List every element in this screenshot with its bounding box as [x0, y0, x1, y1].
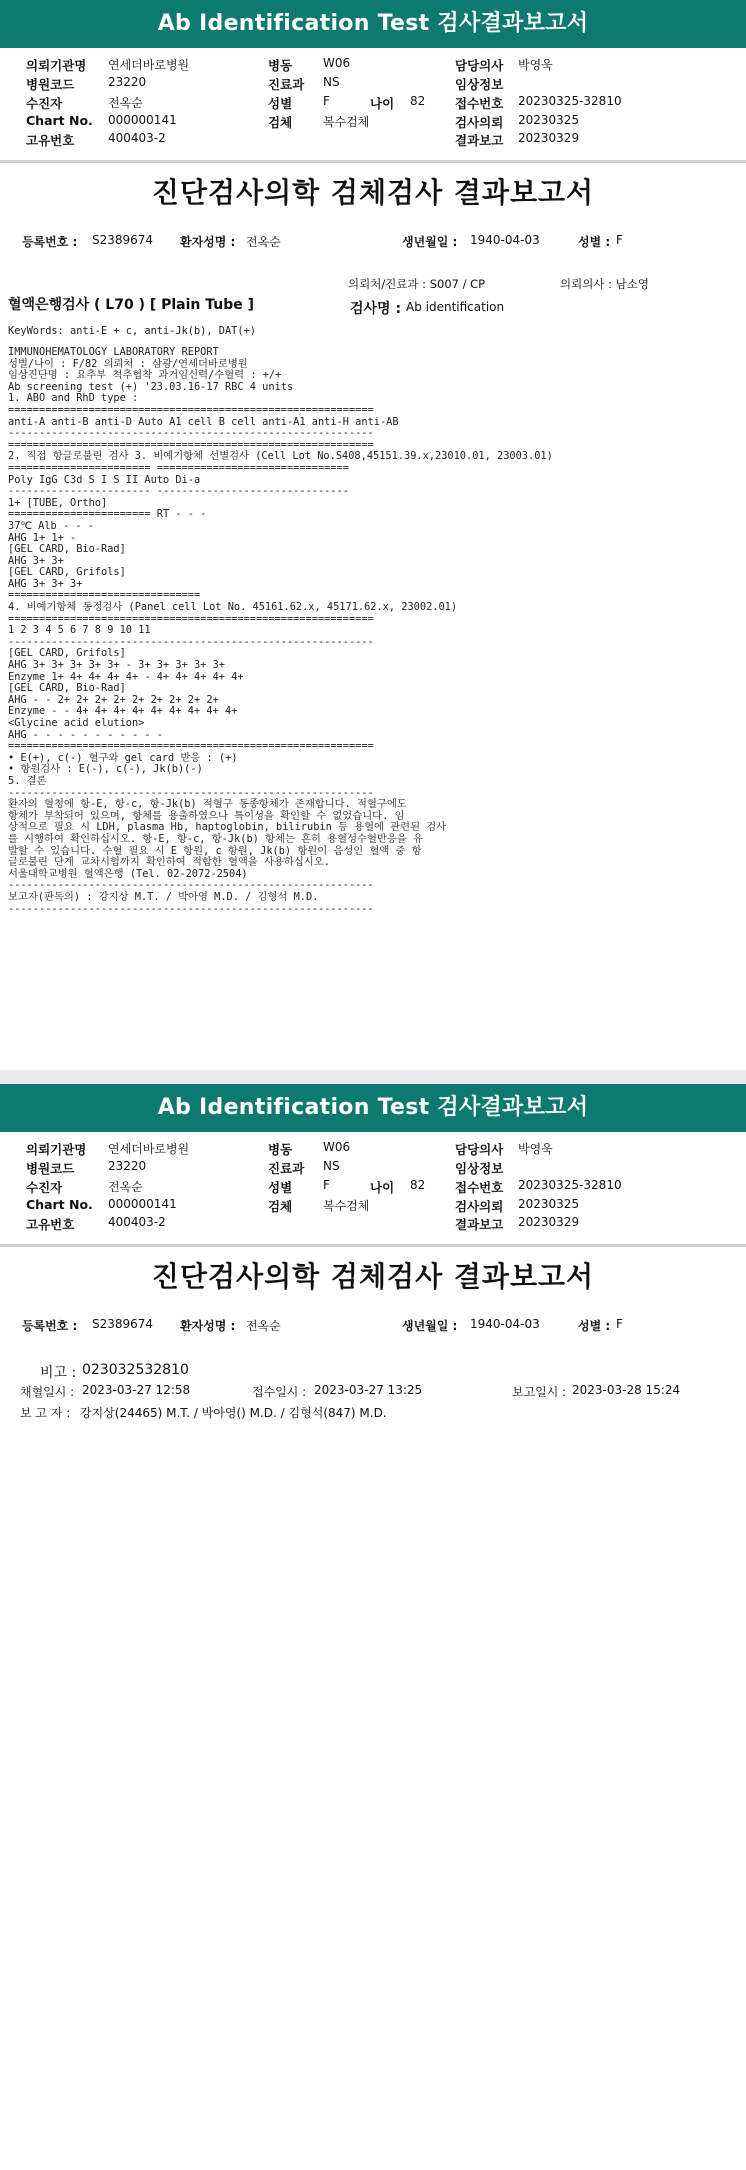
report-line: AHG - - 2+ 2+ 2+ 2+ 2+ 2+ 2+ 2+ 2+	[8, 693, 219, 706]
specimen-value: 복수검체	[323, 115, 370, 129]
age-label: 나이	[370, 96, 395, 111]
dob-label: 생년월일 :	[402, 1319, 458, 1333]
patient-line	[0, 219, 746, 263]
patient-name-value: 전옥순	[246, 1319, 281, 1333]
unique-no-value: 400403-2	[108, 1215, 166, 1229]
report-line: 임상진단명 : 요추부 척추협착 과거임신력/수혈력 : +/+	[8, 369, 282, 382]
receipt-no-value: 20230325-32810	[518, 94, 622, 108]
requester-value: 연세더바로병원	[108, 58, 190, 72]
patient-info-grid	[0, 1132, 746, 1244]
report-line: AHG 3+ 3+	[8, 554, 64, 567]
sex-label-2: 성별 :	[578, 235, 611, 249]
result-date-label: 결과보고	[455, 133, 504, 148]
collect-time-label: 채혈일시 :	[20, 1385, 75, 1399]
report-line: ===========================================================	[8, 438, 374, 451]
ward-value: W06	[323, 1140, 351, 1154]
receipt-time-value: 2023-03-27 13:25	[314, 1383, 423, 1397]
report-line: AHG 1+ 1+ -	[8, 531, 77, 544]
report-line: 보고자(판독의) : 강지상 M.T. / 박아영 M.D. / 김형석 M.D.	[8, 890, 319, 903]
report-line: 를 시행하여 확인하십시오. 항-E, 항-c, 항-Jk(b) 항체는 흔히 용혈성수혈반응을 유	[8, 832, 423, 845]
age-value: 82	[410, 1178, 426, 1192]
remark-label: 비고 :	[40, 1365, 77, 1381]
receipt-no-label: 접수번호	[455, 96, 504, 111]
request-date-value: 20230325	[518, 1197, 580, 1211]
report-line: 글로불린 단계 교차시험까지 확인하여 적합한 혈액을 사용하십시오.	[8, 856, 330, 869]
report-line: <Glycine acid elution>	[8, 717, 145, 729]
report-line: AHG 3+ 3+ 3+	[8, 577, 83, 590]
department-label: 진료과	[268, 1161, 305, 1176]
dob-value: 1940-04-03	[470, 1317, 540, 1331]
hospital-code-value: 23220	[108, 1159, 147, 1173]
section-title: 혈액은행검사 ( L70 ) [ Plain Tube ]	[8, 297, 255, 313]
report-line: 4. 비예기항체 동정검사 (Panel cell Lot No. 45161.62.x, 45171.62.x, 23002.01)	[8, 601, 458, 614]
age-value: 82	[410, 94, 426, 108]
receipt-no-label: 접수번호	[455, 1180, 504, 1195]
report-line: 상적으로 필요 시 LDH, plasma Hb, haptoglobin, bilirubin 등 용혈에 관련된 검사	[8, 821, 447, 834]
report-line: 성별/나이 : F/82 의뢰처 : 삼광/연세더바로병원	[8, 357, 248, 370]
receipt-time-label: 접수일시 :	[252, 1385, 307, 1399]
lab-report-body	[8, 347, 553, 915]
doctor-value: 박영욱	[518, 1142, 553, 1156]
report-line: 1 2 3 4 5 6 7 8 9 10 11	[8, 624, 151, 637]
specimen-value: 복수검체	[323, 1199, 370, 1213]
reg-no-label: 등록번호 :	[22, 1319, 78, 1333]
request-date-value: 20230325	[518, 113, 580, 127]
result-date-value: 20230329	[518, 1215, 580, 1229]
referring-doctor: 의뢰의사 : 남소영	[560, 277, 649, 291]
sex-value: F	[323, 94, 330, 108]
ward-label: 병동	[268, 1142, 293, 1157]
clinical-info-label: 임상정보	[455, 1161, 504, 1176]
report-line: ===========================================================	[8, 403, 374, 416]
report-time-label: 보고일시 :	[512, 1385, 567, 1399]
report-line: [GEL CARD, Bio-Rad]	[8, 543, 126, 556]
sex-value-2: F	[616, 233, 623, 247]
receipt-no-value: 20230325-32810	[518, 1178, 622, 1192]
chart-no-label: Chart No.	[26, 1197, 93, 1212]
report-line: ======================= ===============================	[8, 461, 349, 474]
chart-no-value: 000000141	[108, 1197, 177, 1211]
report-line: • 항원검사 : E(-), c(-), Jk(b)(-)	[8, 763, 203, 776]
report-line: 항체가 부착되어 있으며, 항체를 용출하였으나 특이성을 확인할 수 없었습니다. 임	[8, 809, 405, 822]
report-line: [GEL CARD, Grifols]	[8, 647, 126, 660]
report-line: Enzyme - - 4+ 4+ 4+ 4+ 4+ 4+ 4+ 4+ 4+	[8, 705, 238, 718]
collect-time-value: 2023-03-27 12:58	[82, 1383, 191, 1397]
dob-label: 생년월일 :	[402, 235, 458, 249]
doctor-label: 담당의사	[455, 1142, 504, 1157]
hospital-code-label: 병원코드	[26, 77, 75, 92]
department-value: NS	[323, 75, 340, 89]
request-date-label: 검사의뢰	[455, 115, 504, 130]
patient-info-grid	[0, 48, 746, 160]
report-line: 5. 결론	[8, 774, 47, 787]
report-line: Poly IgG C3d S I S II Auto Di-a	[8, 473, 201, 486]
report-line: Ab screening test (+) '23.03.16-17 RBC 4 units	[8, 380, 294, 393]
patient-name-value: 전옥순	[246, 235, 281, 249]
report-line: -----------------------------------------------------------	[8, 786, 374, 799]
report-line: 발할 수 있습니다. 수혈 필요 시 E 항원, c 항원, Jk(b) 항원이 음성인 혈액 중 항	[8, 844, 422, 857]
report-line: AHG - - - - - - - - - - -	[8, 728, 163, 741]
sex-label-2: 성별 :	[578, 1319, 611, 1333]
patient-line	[0, 1303, 746, 1347]
report-line: 1. ABO and RhD type :	[8, 392, 139, 405]
exam-value: Ab identification	[406, 300, 505, 314]
reporter-label: 보 고 자 :	[20, 1406, 71, 1420]
department-label: 진료과	[268, 77, 305, 92]
report-line: 1+ [TUBE, Ortho]	[8, 496, 108, 509]
report-line: 2. 직접 항글로불린 검사 3. 비예기항체 선별검사 (Cell Lot No.S408,45151.39.x,23010.01, 23003.01)	[8, 450, 553, 463]
report-line: anti-A anti-B anti-D Auto A1 cell B cell anti-A1 anti-H anti-AB	[8, 415, 399, 428]
requester-label: 의뢰기관명	[26, 58, 87, 73]
report-line: ===========================================================	[8, 740, 374, 753]
sex-value-2: F	[616, 1317, 623, 1331]
chart-no-label: Chart No.	[26, 113, 93, 128]
doctor-value: 박영욱	[518, 58, 553, 72]
hospital-code-value: 23220	[108, 75, 147, 89]
report-line: -----------------------------------------------------------	[8, 902, 374, 915]
collector-value: 전옥순	[108, 1180, 143, 1194]
patient-name-label: 환자성명 :	[180, 1319, 236, 1333]
collector-value: 전옥순	[108, 96, 143, 110]
exam-label: 검사명 :	[350, 301, 402, 317]
report-line: -----------------------------------------------------------	[8, 879, 374, 892]
report-line: 환자의 혈청에 항-E, 항-c, 항-Jk(b) 적혈구 동종항체가 존재합니다. 적혈구에도	[8, 798, 407, 811]
report-line: 37℃ Alb - - -	[8, 519, 94, 532]
specimen-label: 검체	[268, 1199, 293, 1214]
report-line: Enzyme 1+ 4+ 4+ 4+ 4+ - 4+ 4+ 4+ 4+ 4+	[8, 670, 244, 683]
sex-label: 성별	[268, 1180, 293, 1195]
reg-no-value: S2389674	[92, 233, 154, 247]
ward-value: W06	[323, 56, 351, 70]
report-line: ======================= RT - - -	[8, 508, 207, 521]
unique-no-label: 고유번호	[26, 133, 75, 148]
report-main-title: 진단검사의학 검체검사 결과보고서	[151, 1260, 595, 1293]
reg-no-label: 등록번호 :	[22, 235, 78, 249]
chart-no-value: 000000141	[108, 113, 177, 127]
result-date-label: 결과보고	[455, 1217, 504, 1232]
result-date-value: 20230329	[518, 131, 580, 145]
age-label: 나이	[370, 1180, 395, 1195]
referrer-dept: 의뢰처/진료과 : S007 / CP	[348, 277, 486, 291]
banner-title: Ab Identification Test 검사결과보고서	[0, 0, 746, 48]
report-line: [GEL CARD, Bio-Rad]	[8, 682, 126, 695]
report-page-1	[0, 0, 746, 1070]
department-value: NS	[323, 1159, 340, 1173]
hospital-code-label: 병원코드	[26, 1161, 75, 1176]
report-line: ----------------------- -------------------------------	[8, 485, 349, 498]
collector-label: 수진자	[26, 96, 63, 111]
report-line: AHG 3+ 3+ 3+ 3+ 3+ - 3+ 3+ 3+ 3+ 3+	[8, 659, 225, 672]
report-line: 서울대학교병원 혈액은행 (Tel. 02-2072-2504)	[8, 867, 248, 880]
banner-title: Ab Identification Test 검사결과보고서	[0, 1084, 746, 1132]
unique-no-value: 400403-2	[108, 131, 166, 145]
patient-name-label: 환자성명 :	[180, 235, 236, 249]
doctor-label: 담당의사	[455, 58, 504, 73]
requester-label: 의뢰기관명	[26, 1142, 87, 1157]
report-line: -----------------------------------------------------------	[8, 635, 374, 648]
request-date-label: 검사의뢰	[455, 1199, 504, 1214]
report-line: • E(+), c(-) 혈구와 gel card 반응 : (+)	[8, 751, 238, 764]
unique-no-label: 고유번호	[26, 1217, 75, 1232]
requester-value: 연세더바로병원	[108, 1142, 190, 1156]
keywords: KeyWords: anti-E + c, anti-Jk(b), DAT(+)	[8, 325, 256, 337]
ward-label: 병동	[268, 58, 293, 73]
report-line: ===============================	[8, 589, 201, 602]
collector-label: 수진자	[26, 1180, 63, 1195]
report-line: [GEL CARD, Grifols]	[8, 566, 126, 579]
sex-value: F	[323, 1178, 330, 1192]
specimen-label: 검체	[268, 115, 293, 130]
reg-no-value: S2389674	[92, 1317, 154, 1331]
sex-label: 성별	[268, 96, 293, 111]
report-page-2	[0, 1084, 746, 2170]
remark-value: 023032532810	[82, 1362, 189, 1378]
report-line: IMMUNOHEMATOLOGY LABORATORY REPORT	[8, 346, 219, 358]
report-time-value: 2023-03-28 15:24	[572, 1383, 681, 1397]
clinical-info-label: 임상정보	[455, 77, 504, 92]
dob-value: 1940-04-03	[470, 233, 540, 247]
report-main-title: 진단검사의학 검체검사 결과보고서	[151, 176, 595, 209]
reporter-value: 강지상(24465) M.T. / 박아영() M.D. / 김형석(847) M.D.	[80, 1406, 387, 1420]
report-line: -----------------------------------------------------------	[8, 427, 374, 440]
report-line: ===========================================================	[8, 612, 374, 625]
